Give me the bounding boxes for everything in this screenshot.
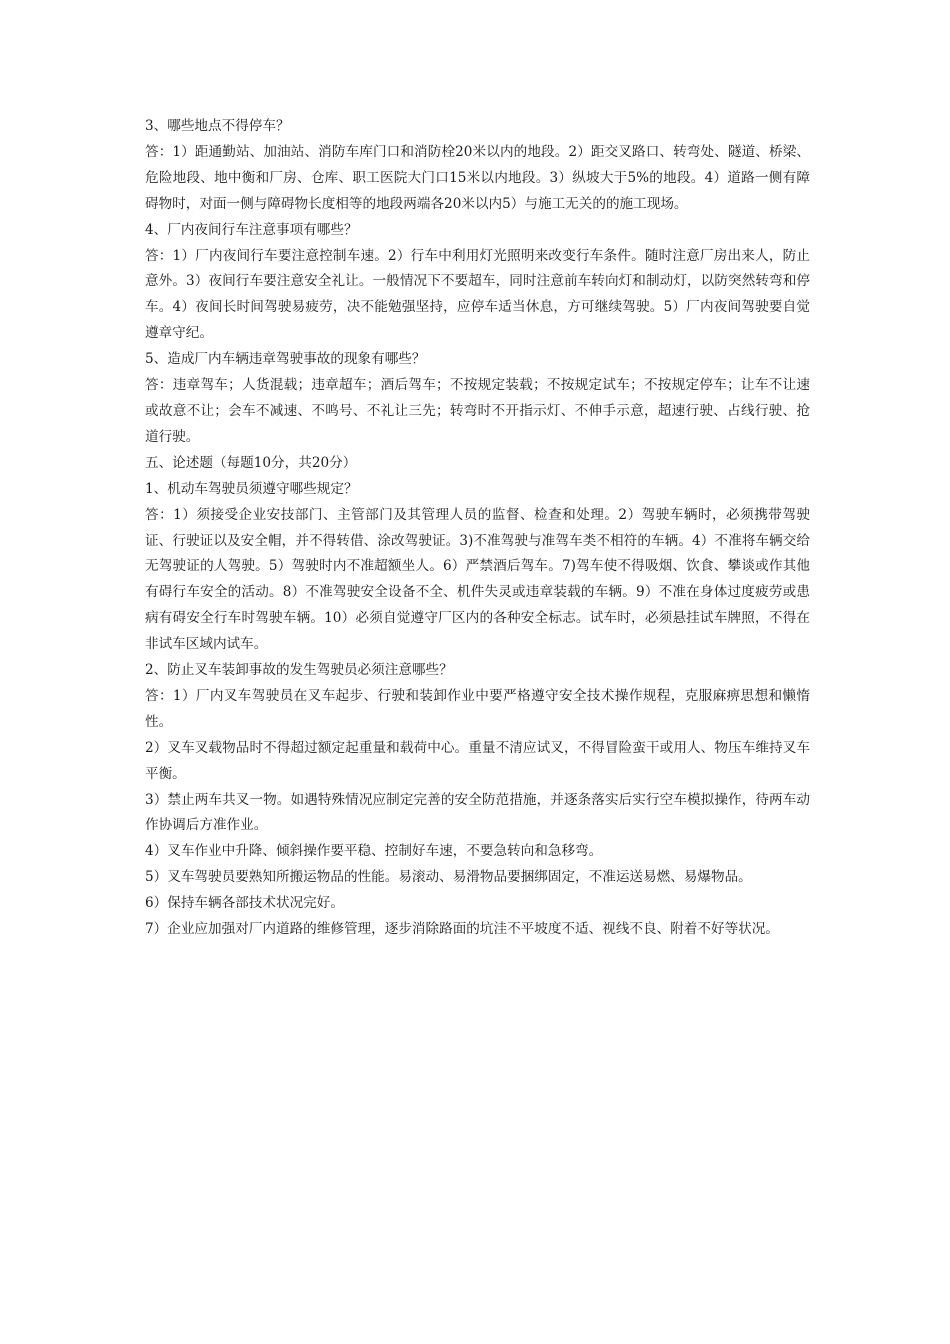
answer-item: 3）禁止两车共叉一物。如遇特殊情况应制定完善的安全防范措施，并逐条落实后实行空车模拟操作，待两车动作协调后方准作业。 <box>145 791 810 834</box>
section-heading: 五、论述题（每题10分，共20分） <box>145 454 357 471</box>
answer-paragraph: 答：违章驾车；人货混载；违章超车；酒后驾车；不按规定装载；不按规定试车；不按规定停车；让车不让速或故意不让；会车不减速、不鸣号、不礼让三先；转弯时不开指示灯、不伸手示意，超速行驶、占线行驶、抢道行驶。 <box>145 377 810 445</box>
answer-item: 7）企业应加强对厂内道路的维修管理，逐步消除路面的坑洼不平坡度不适、视线不良、附着不好等状况。 <box>145 921 779 938</box>
answer-paragraph: 答：1）须接受企业安技部门、主管部门及其管理人员的监督、检查和处理。2）驾驶车辆时，必须携带驾驶证、行驶证以及安全帽，并不得转借、涂改驾驶证。3)不准驾驶与准驾车类不相符的车辆。4）不准将车辆交给无驾驶证的人驾驶。5）驾驶时内不准超额坐人。6）严禁酒后驾车。7)驾车使不得吸烟、饮食、攀谈或作其他有碍行车安全的活动。8）不准驾驶安全设备不全、机件失灵或违章装载的车辆。9）不准在身体过度疲劳或患病有碍安全行车时驾驶车辆。10）必须自觉遵守厂区内的各种安全标志。试车时，必须悬挂试车牌照，不得在非试车区域内试车。 <box>145 506 810 653</box>
answer-paragraph: 答：1）距通勤站、加油站、消防车库门口和消防栓20米以内的地段。2）距交叉路口、转弯处、隧道、桥梁、危险地段、地中衡和厂房、仓库、职工医院大门口15米以内地段。3）纵坡大于5%的地段。4）道路一侧有障碍物时，对面一侧与障碍物长度相等的地段两端各20米以内5）与施工无关的的施工现场。 <box>145 143 810 212</box>
answer-item: 6）保持车辆各部技术状况完好。 <box>145 895 344 912</box>
document-body <box>145 114 810 943</box>
answer-item: 5）叉车驾驶员要熟知所搬运物品的性能。易滚动、易滑物品要捆绑固定，不准运送易燃、易爆物品。 <box>145 869 752 886</box>
question-heading: 4、厂内夜间行车注意事项有哪些？ <box>145 221 358 238</box>
question-heading: 2、防止叉车装卸事故的发生驾驶员必须注意哪些？ <box>145 662 453 679</box>
answer-item: 4）叉车作业中升降、倾斜操作要平稳、控制好车速，不要急转向和急移弯。 <box>145 843 603 860</box>
answer-item: 2）叉车叉载物品时不得超过额定起重量和载荷中心。重量不清应试叉，不得冒险蛮干或用人、物压车维持叉车平衡。 <box>145 739 810 782</box>
answer-paragraph: 答：1）厂内夜间行车要注意控制车速。2）行车中利用灯光照明来改变行车条件。随时注意厂房出来人，防止意外。3）夜间行车要注意安全礼让。一般情况下不要超车，同时注意前车转向灯和制动灯，以防突然转弯和停车。4）夜间长时间驾驶易疲劳，决不能勉强坚持，应停车适当休息，方可继续驾驶。5）厂内夜间驾驶要自觉遵章守纪。 <box>145 247 810 342</box>
question-heading: 1、机动车驾驶员须遵守哪些规定？ <box>145 480 358 497</box>
answer-paragraph: 答：1）厂内叉车驾驶员在叉车起步、行驶和装卸作业中要严格遵守安全技术操作规程，克服麻痹思想和懒惰性。 <box>145 687 810 730</box>
question-heading: 3、哪些地点不得停车？ <box>145 118 290 134</box>
question-heading: 5、造成厂内车辆违章驾驶事故的现象有哪些？ <box>145 351 426 368</box>
